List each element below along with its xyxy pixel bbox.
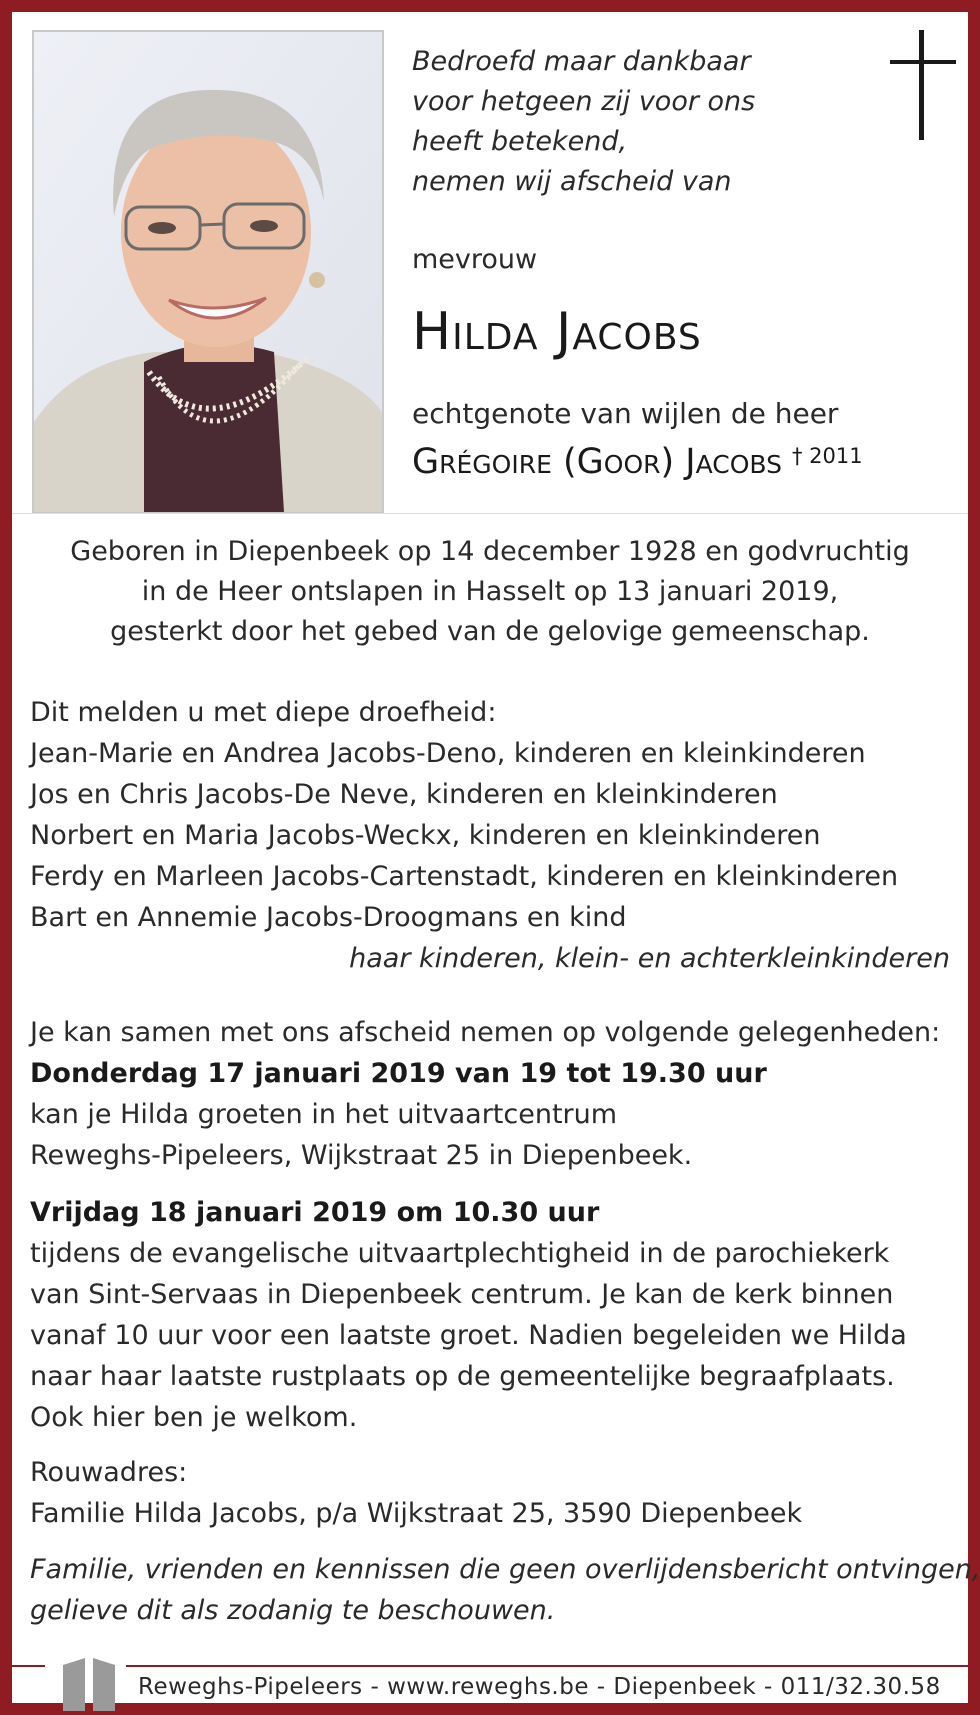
notice-block: [30, 1549, 980, 1631]
intro-line: nemen wij afscheid van: [412, 166, 732, 197]
occasion-line: van Sint-Servaas in Diepenbeek centrum. Je kan de kerk binnen: [30, 1279, 894, 1310]
occasion-line: vanaf 10 uur voor een laatste groet. Nadien begeleiden we Hilda: [30, 1320, 907, 1351]
address-line: Familie Hilda Jacobs, p/a Wijkstraat 25, 3590 Diepenbeek: [30, 1498, 803, 1529]
occasion-line: tijdens de evangelische uitvaartplechtigheid in de parochiekerk: [30, 1238, 890, 1269]
footer-rule-left: [12, 1665, 45, 1667]
spouse-intro: echtgenote van wijlen de heer: [412, 397, 839, 430]
family-member: Ferdy en Marleen Jacobs-Cartenstadt, kinderen en kleinkinderen: [30, 861, 899, 892]
notice-line: Familie, vrienden en kennissen die geen overlijdensbericht ontvingen,: [30, 1554, 980, 1585]
occasion-line: naar haar laatste rustplaats op de gemeentelijke begraafplaats.: [30, 1361, 895, 1392]
family-heading: Dit melden u met diepe droefheid:: [30, 697, 497, 728]
spouse-name: Grégoire (Goor) Jacobs: [412, 442, 782, 482]
deceased-name: Hilda Jacobs: [412, 302, 702, 362]
honorific: mevrouw: [412, 244, 538, 275]
spouse-death-year: † 2011: [792, 444, 863, 468]
occasion-heading: Donderdag 17 januari 2019 van 19 tot 19.30 uur: [30, 1058, 767, 1089]
occasions-block: [30, 1012, 940, 1176]
portrait-photo: [32, 30, 384, 514]
intro-line: heeft betekend,: [412, 126, 628, 157]
intro-line: voor hetgeen zij voor ons: [412, 86, 756, 117]
family-member: Jean-Marie en Andrea Jacobs-Deno, kinderen en kleinkinderen: [30, 738, 866, 769]
notice-line: gelieve dit als zodanig te beschouwen.: [30, 1595, 556, 1626]
family-member: Bart en Annemie Jacobs-Droogmans en kind: [30, 902, 627, 933]
family-list: [30, 692, 898, 938]
spouse-name-line: [412, 442, 863, 482]
footer-contact: Reweghs-Pipeleers - www.reweghs.be - Diepenbeek - 011/32.30.58: [138, 1674, 941, 1700]
occasion-line: Reweghs-Pipeleers, Wijkstraat 25 in Diepenbeek.: [30, 1140, 693, 1171]
portrait-image: [34, 32, 382, 512]
footer-rule-right: [126, 1665, 968, 1667]
occasion-line: Ook hier ben je welkom.: [30, 1402, 358, 1433]
birth-line: Geboren in Diepenbeek op 14 december 1928 en godvruchtig: [70, 536, 910, 567]
address-heading: Rouwadres:: [30, 1457, 188, 1488]
funeral-block: [30, 1192, 907, 1438]
family-member: Jos en Chris Jacobs-De Neve, kinderen en kleinkinderen: [30, 779, 778, 810]
family-closing: haar kinderen, klein- en achterkleinkinderen: [349, 943, 950, 974]
address-block: [30, 1452, 802, 1534]
funeral-home-logo-icon: [59, 1655, 131, 1713]
occasion-heading: Vrijdag 18 januari 2019 om 10.30 uur: [30, 1197, 600, 1228]
intro-line: Bedroefd maar dankbaar: [412, 46, 751, 77]
occasions-intro: Je kan samen met ons afscheid nemen op volgende gelegenheden:: [30, 1017, 941, 1048]
cross-icon: [890, 30, 956, 140]
family-member: Norbert en Maria Jacobs-Weckx, kinderen en kleinkinderen: [30, 820, 821, 851]
birth-line: gesterkt door het gebed van de gelovige gemeenschap.: [110, 616, 870, 647]
divider: [12, 513, 968, 514]
intro-text: [412, 42, 755, 202]
birth-paragraph: [12, 532, 968, 652]
occasion-line: kan je Hilda groeten in het uitvaartcentrum: [30, 1099, 618, 1130]
birth-line: in de Heer ontslapen in Hasselt op 13 januari 2019,: [141, 576, 839, 607]
